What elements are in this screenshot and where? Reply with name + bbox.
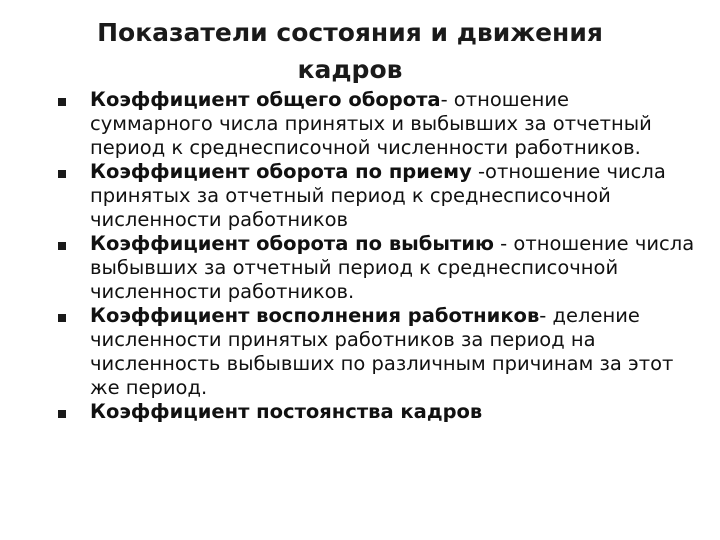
description-hiring-turnover: -отношение числа принятых за отчетный период к среднесписочной численности работников <box>90 160 666 231</box>
list-item <box>58 88 698 160</box>
bullet-list <box>58 88 698 424</box>
list-item <box>58 160 698 232</box>
square-bullet-icon <box>58 98 66 106</box>
term-general-turnover: Коэффициент общего оборота <box>90 88 441 111</box>
term-hiring-turnover: Коэффициент оборота по приему <box>90 160 472 183</box>
term-attrition-turnover: Коэффициент оборота по выбытию <box>90 232 494 255</box>
square-bullet-icon <box>58 410 66 418</box>
list-item <box>58 304 698 400</box>
term-staff-stability: Коэффициент постоянства кадров <box>90 400 483 423</box>
title-line-2: кадров <box>297 55 403 84</box>
description-general-turnover: - отношение суммарного числа принятых и выбывших за отчетный период к среднесписочной численности работников. <box>90 88 652 159</box>
list-item <box>58 400 698 424</box>
square-bullet-icon <box>58 314 66 322</box>
square-bullet-icon <box>58 170 66 178</box>
title-line-1: Показатели состояния и движения <box>97 18 603 47</box>
term-replacement-rate: Коэффициент восполнения работников <box>90 304 540 327</box>
description-attrition-turnover: - отношение числа выбывших за отчетный период к среднесписочной численности работников. <box>90 232 695 303</box>
list-item <box>58 232 698 304</box>
description-replacement-rate: - деление численности принятых работников за период на численность выбывших по различным причинам за этот же период. <box>90 304 674 399</box>
square-bullet-icon <box>58 242 66 250</box>
slide-title <box>70 14 630 88</box>
